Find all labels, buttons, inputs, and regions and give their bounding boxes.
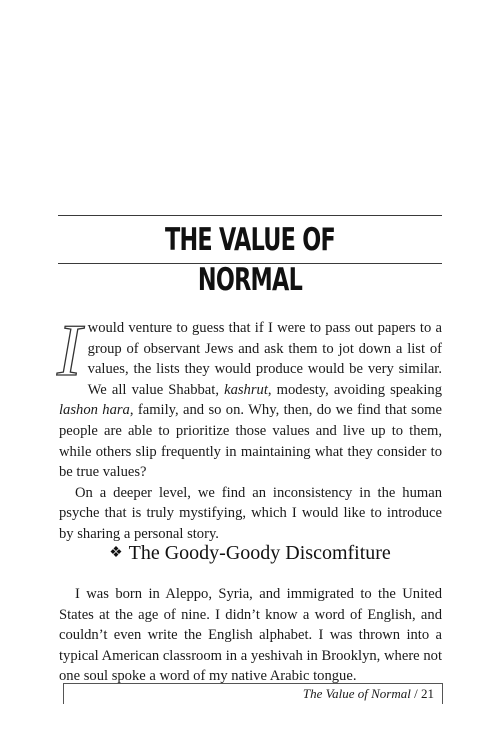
paragraph-1-text-a: would venture to guess that if I were to pass out papers to a group of observant Jews and ask them to jot down a list of values, the lists they would produce would be very similar. We all value Shabbat, (87, 320, 442, 398)
section-body (59, 584, 442, 687)
section-heading (58, 539, 442, 567)
opening-body (57, 310, 442, 545)
paragraph-3: I was born in Aleppo, Syria, and immigrated to the United States at the age of nine. I didn’t know a word of English, and couldn’t even write the English alphabet. I was thrown into a typical American classroom in a yeshivah in Brooklyn, where not one soul spoke a word of my native Arabic tongue. (59, 586, 442, 685)
footer-separator: / (410, 686, 421, 701)
chapter-title: THE VALUE OF NORMAL (164, 222, 336, 298)
paragraph-1-text-b: , modesty, avoiding speaking (267, 381, 442, 398)
paragraph-2: On a deeper level, we find an inconsistency in the human psyche that is truly mystifying, which I would like to introduce by sharing a personal story. (59, 484, 442, 542)
drop-cap: I (57, 310, 82, 392)
chapter-title-top-rule (58, 215, 442, 216)
page-footer (63, 683, 443, 704)
diamond-bullet-icon: ❖ (109, 545, 123, 561)
footer-running-title: The Value of Normal (302, 686, 411, 701)
section-heading-text: The Goody-Goody Discomfiture (128, 542, 391, 564)
paragraph-1-italic-lashon-hara: lashon hara (59, 402, 130, 419)
chapter-title-bottom-rule (58, 263, 442, 264)
page-number: 21 (421, 686, 434, 701)
paragraph-1-italic-kashrut: kashrut (224, 381, 268, 398)
paragraph-1 (57, 310, 442, 483)
footer-running-head (303, 686, 434, 702)
paragraph-1-text-c: , family, and so on. Why, then, do we find that some people are able to prioritize those values and live up to them, while others slip frequently in maintaining what they consider to be true values? (59, 402, 442, 481)
